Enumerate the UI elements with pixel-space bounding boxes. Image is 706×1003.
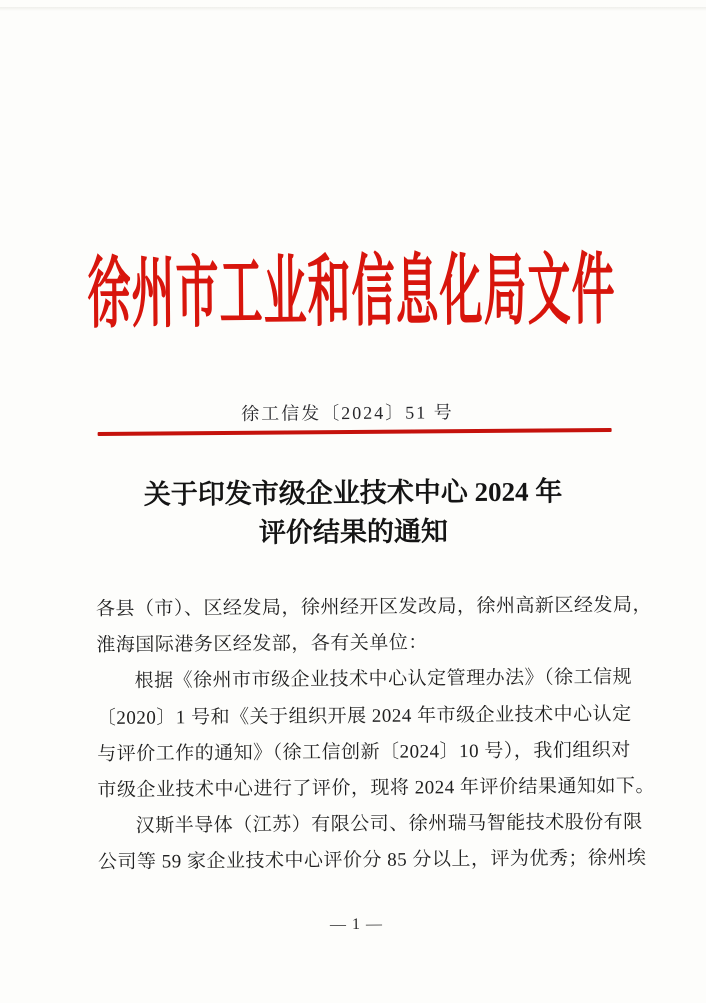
body-paragraph-2-line-1: 根据《徐州市市级企业技术中心认定管理办法》（徐工信规	[134, 667, 633, 693]
body-paragraph-3-line-1: 汉斯半导体（江苏）有限公司、徐州瑞马智能技术股份有限	[135, 811, 643, 837]
page-number: — 1 —	[329, 915, 384, 934]
document-body	[95, 588, 656, 882]
document-reference-number: 徐工信发〔2024〕51 号	[241, 402, 454, 424]
document-title	[0, 471, 706, 555]
agency-header-title: 徐州市工业和信息化局文件	[87, 248, 616, 339]
red-separator-line	[98, 428, 612, 436]
document-title-line-1: 关于印发市级企业技术中心 2024 年	[143, 476, 563, 510]
body-paragraph-3-line-2: 公司等 59 家企业技术中心评价分 85 分以上，评为优秀；徐州埃	[97, 848, 647, 874]
body-paragraph-2-line-2: 〔2020〕1 号和《关于组织开展 2024 年市级企业技术中心认定	[96, 703, 632, 729]
body-paragraph-2-line-3: 与评价工作的通知》（徐工信创新〔2024〕10 号），我们组织对	[97, 739, 631, 765]
body-paragraph-2-line-4: 市级企业技术中心进行了评价，现将 2024 年评价结果通知如下。	[97, 775, 656, 802]
body-paragraph-1-line-1: 各县（市）、区经发局，徐州经开区发改局，徐州高新区经发局，	[95, 594, 653, 621]
document-title-line-2: 评价结果的通知	[258, 516, 449, 548]
body-paragraph-1-line-2: 淮海国际港务区经发部，各有关单位：	[96, 632, 428, 657]
